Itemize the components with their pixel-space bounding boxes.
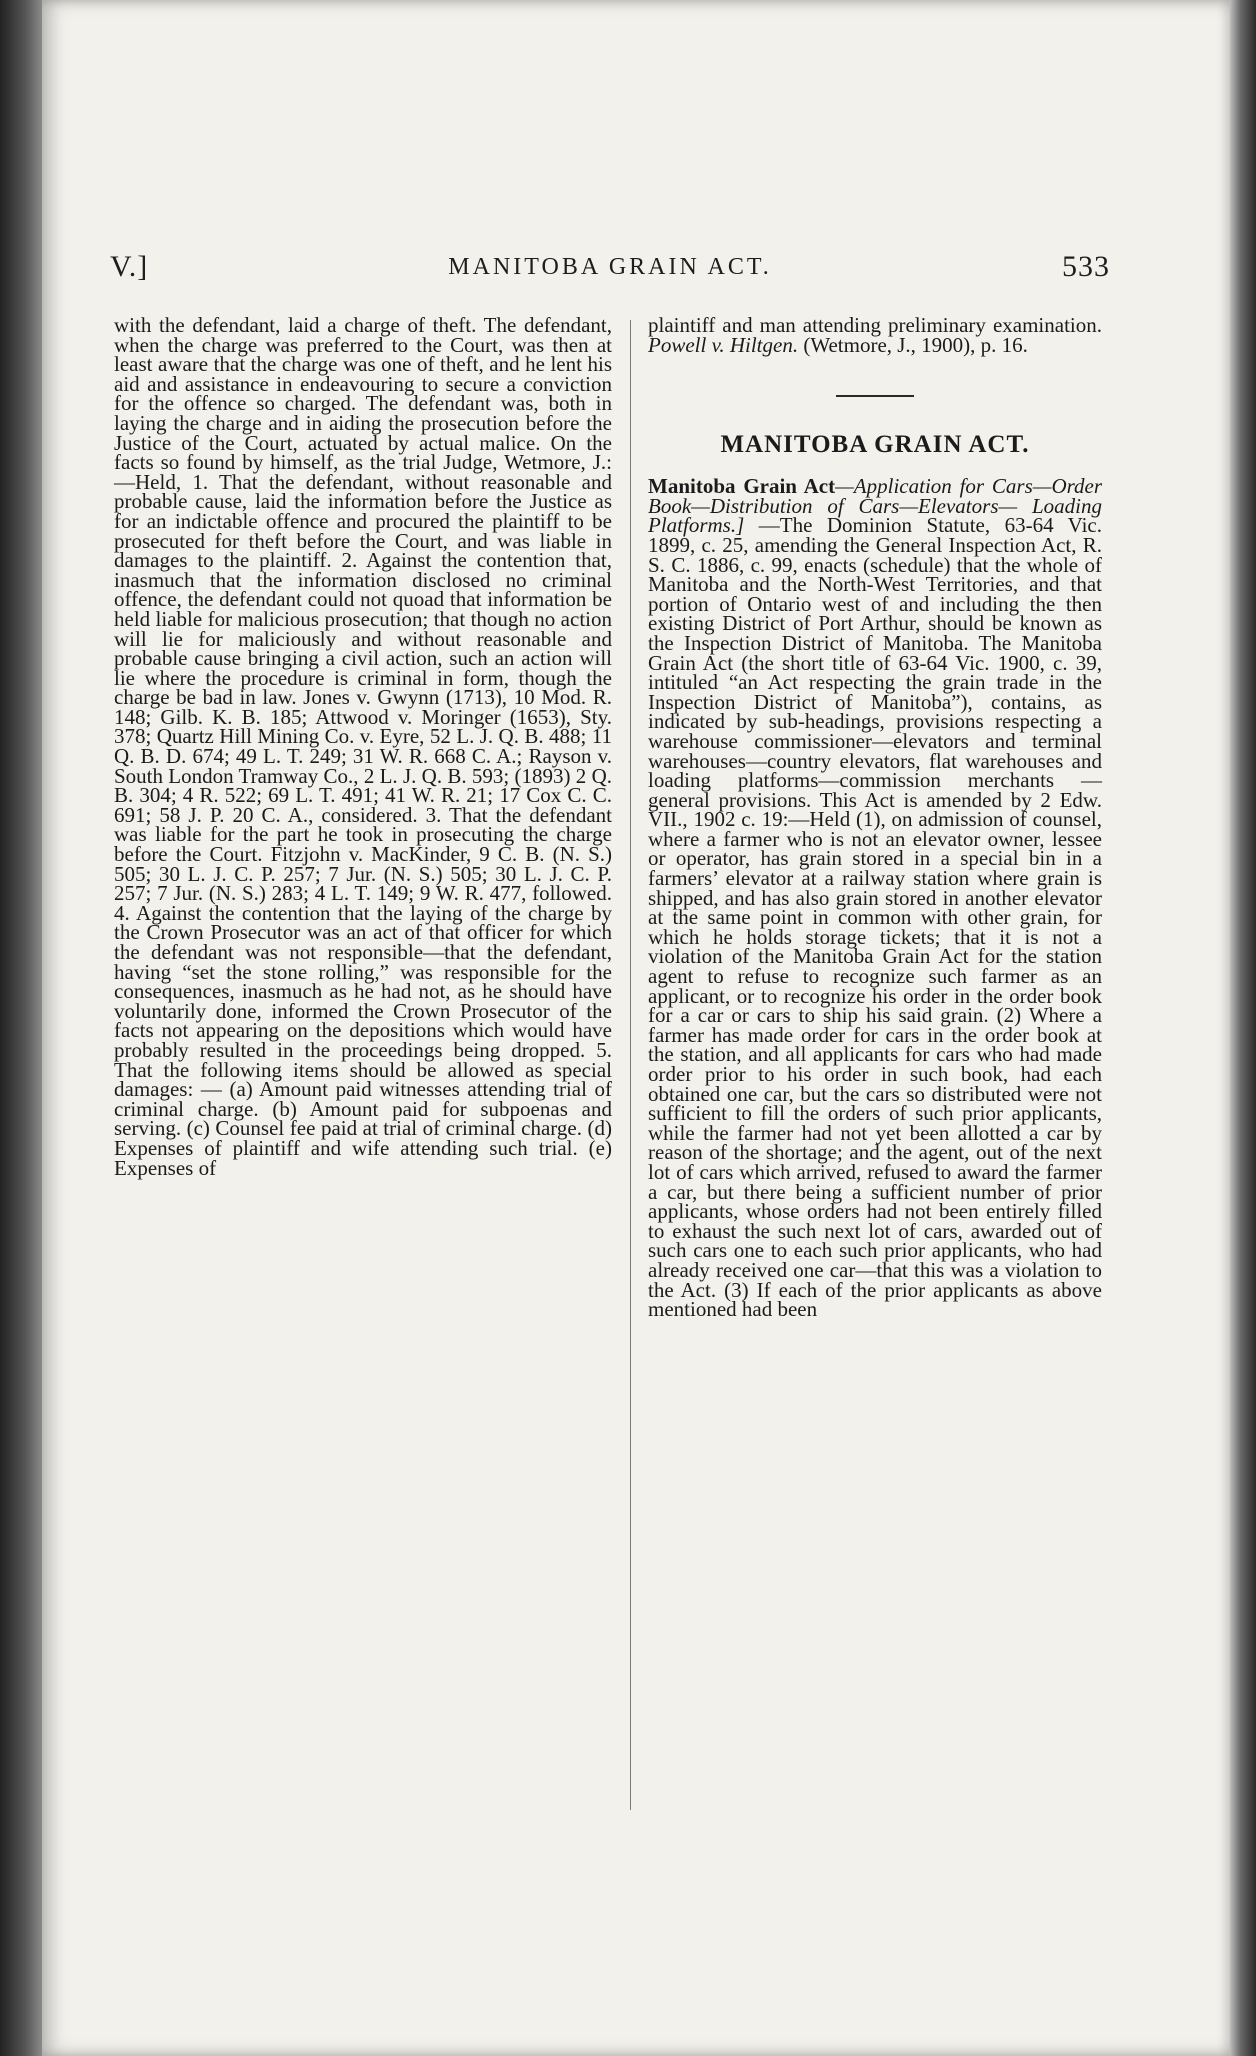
section-separator: [836, 395, 914, 397]
entry-title: Manitoba Grain Act: [648, 474, 836, 499]
continuation-text: plaintiff and man attending preliminary examination.: [648, 313, 1102, 337]
scan-edge-right: [1230, 0, 1256, 2056]
left-column: [114, 313, 612, 1180]
left-column-text: with the defendant, laid a charge of theft. The defendant, when the charge was preferred to the Court, was then at least aware that the charge was one of theft, and he lent his aid and assistance in endeavouring to secure a conviction for the offence so charged. The defendant was, both in laying the charge and in aiding the prosecution before the Justice of the Court, actuated by actual malice. On the facts so found by himself, as the trial Judge, Wetmore, J.:—Held, 1. That the defendant, without reasonable and probable cause, laid the information before the Justice as for an indictable offence and procured the plaintiff to be prosecuted for theft before the Court, and was liable in damages to the plaintiff. 2. Against the contention that, inasmuch that the information disclosed no criminal offence, the defendant could not quoad that information be held liable for malicious prosecution; that though no action will lie for maliciously and without reasonable and probable cause bringing a civil action, such an action will lie where the procedure is criminal in form, though the charge be bad in law. Jones v. Gwynn (1713), 10 Mod. R. 148; Gilb. K. B. 185; Attwood v. Moringer (1653), Sty. 378; Quartz Hill Mining Co. v. Eyre, 52 L. J. Q. B. 488; 11 Q. B. D. 674; 49 L. T. 249; 31 W. R. 668 C. A.; Rayson v. South London Tramway Co., 2 L. J. Q. B. 593; (1893) 2 Q. B. 304; 4 R. 522; 69 L. T. 491; 41 W. R. 21; 17 Cox C. C. 691; 58 J. P. 20 C. A., considered. 3. That the defendant was liable for the part he took in prosecuting the charge before the Court. Fitzjohn v. MacKinder, 9 C. B. (N. S.) 505; 30 L. J. C. P. 257; 7 Jur. (N. S.) 505; 30 L. J. C. P. 257; 7 Jur. (N. S.) 283; 4 L. T. 149; 9 W. R. 477, followed. 4. Against the contention that the laying of the charge by the Crown Prosecutor was an act of that officer for which the defendant was not responsible—that the defendant, having “set the stone rolling,” was responsible for the consequences, inasmuch as he had not, as he should have voluntarily done, informed the Crown Prosecutor of the facts not appearing on the depositions which would have probably resulted in the proceedings being dropped. 5. That the following items should be allowed as special damages: — (a) Amount paid witnesses attending trial of criminal charge. (b) Amount paid for subpoenas and serving. (c) Counsel fee paid at trial of criminal charge. (d) Expenses of plaintiff and wife attending such trial. (e) Expenses of: [114, 313, 612, 1180]
chapter-marker: V.]: [110, 250, 149, 283]
continuation-paragraph: [648, 313, 1102, 357]
entry-subtitle: —Application for Cars—Order Book—Distribution of Cars—Elevators— Loading Platforms.]: [648, 474, 1102, 538]
citation-rest: (Wetmore, J., 1900), p. 16.: [803, 332, 1028, 357]
running-head: [110, 250, 1110, 290]
citation-case: Powell v. Hiltgen.: [648, 332, 799, 357]
right-column: [648, 313, 1102, 1322]
page-title: MANITOBA GRAIN ACT.: [448, 254, 772, 280]
column-divider: [630, 320, 631, 1810]
scan-edge-left: [0, 0, 42, 2056]
entry-text: —The Dominion Statute, 63-64 Vic. 1899, c. 25, amending the General Inspection Act, R. S. C. 1886, c. 99, enacts (schedule) that the whole of Manitoba and the North-West Territories, and that portion of Ontario west of and including the then existing District of Port Arthur, should be known as the Inspection District of Manitoba. The Manitoba Grain Act (the short title of 63-64 Vic. 1900, c. 39, intituled “an Act respecting the grain trade in the Inspection District of Manitoba”), contains, as indicated by sub-headings, provisions respecting a warehouse commissioner—elevators and terminal warehouses—country elevators, flat warehouses and loading platforms—commission merchants — general provisions. This Act is amended by 2 Edw. VII., 1902 c. 19:—Held (1), on admission of counsel, where a farmer who is not an elevator owner, lessee or operator, has grain stored in a special bin in a farmers’ elevator at a railway station where grain is shipped, and has also grain stored in another elevator at the same point in common with other grain, for which he holds storage tickets; that it is not a violation of the Manitoba Grain Act for the station agent to refuse to recognize such farmer as an applicant, or to recognize his order in the order book for a car or cars to ship his said grain. (2) Where a farmer has made order for cars in the order book at the station, and all applicants for cars who had made order prior to his order in such book, had each obtained one car, but the cars so distributed were not sufficient to fill the orders of such prior applicants, while the farmer had not yet been allotted a car by reason of the shortage; and the agent, out of the next lot of cars which arrived, refused to award the farmer a car, but there being a sufficient number of prior applicants, whose orders had not been entirely filled to exhaust the such next lot of cars, awarded out of such cars one to each such prior applicants, who had already received one car—that this was a violation to the Act. (3) If each of the prior applicants as above mentioned had been: [648, 513, 1102, 1322]
page-number: 533: [1062, 250, 1110, 283]
section-heading: MANITOBA GRAIN ACT.: [720, 431, 1030, 459]
entry-paragraph: [648, 474, 1102, 1322]
